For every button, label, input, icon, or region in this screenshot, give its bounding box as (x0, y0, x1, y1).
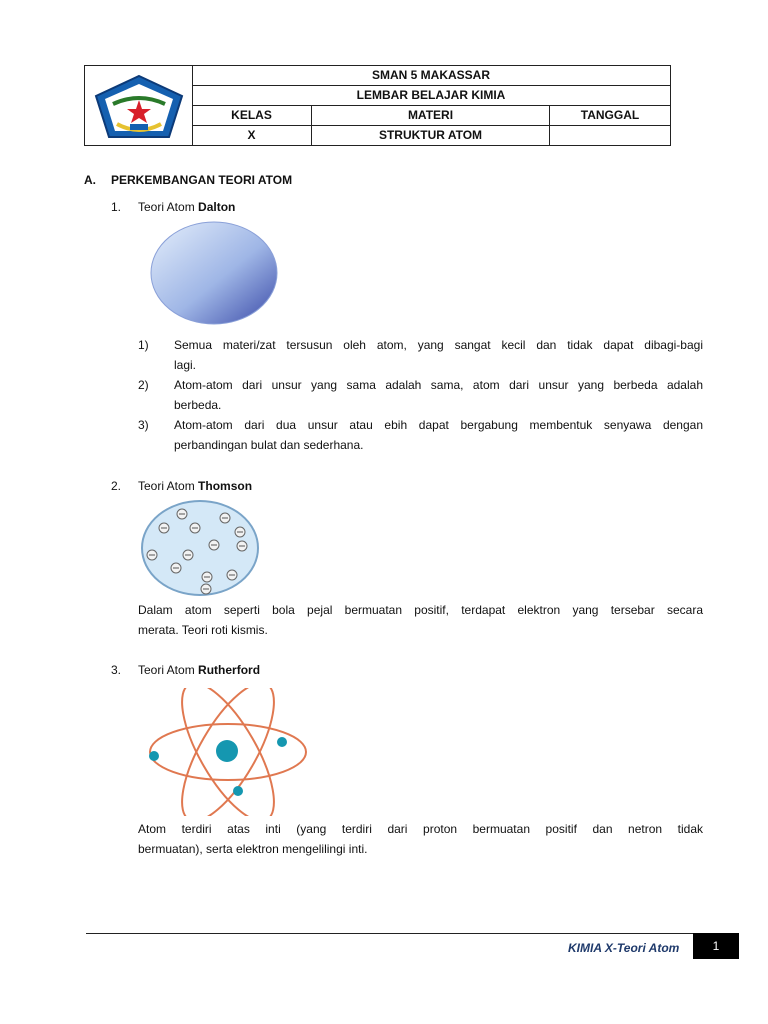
school-logo (93, 74, 185, 140)
dalton-name: Dalton (198, 200, 236, 214)
column-kelas: KELAS (192, 106, 312, 125)
thomson-prefix: Teori Atom (138, 479, 199, 493)
footer-label: KIMIA X-Teori Atom (568, 941, 680, 955)
section-title: PERKEMBANGAN TEORI ATOM (111, 173, 293, 187)
thomson-name: Thomson (198, 479, 253, 493)
dalton-point-3-line2: perbandingan bulat dan sederhana. (174, 438, 364, 452)
value-materi: STRUKTUR ATOM (312, 126, 550, 145)
logo-cell (85, 66, 193, 145)
section-letter: A. (84, 173, 96, 187)
dalton-number: 1. (111, 200, 122, 214)
rutherford-atom-illustration (144, 688, 314, 816)
header-table (84, 65, 671, 146)
dalton-point-1-line2: lagi. (174, 358, 197, 372)
dalton-point-2-line1: Atom-atom dari unsur yang sama adalah sama, atom dari unsur yang berbeda adalah (174, 378, 703, 392)
thomson-plum-pudding-illustration (140, 498, 262, 598)
dalton-point-2-line2: berbeda. (174, 398, 222, 412)
electron (233, 786, 243, 796)
thomson-description-line2: merata. Teori roti kismis. (138, 623, 268, 637)
footer-rule (86, 933, 693, 934)
header-row-columns (192, 106, 670, 126)
dalton-point-2-number: 2) (138, 378, 149, 392)
header-row-values (192, 126, 670, 145)
rutherford-heading (138, 663, 260, 677)
rutherford-prefix: Teori Atom (138, 663, 199, 677)
dalton-point-3-number: 3) (138, 418, 149, 432)
rutherford-description-line1: Atom terdiri atas inti (yang terdiri dari proton bermuatan positif dan netron tidak (138, 822, 703, 836)
thomson-heading (138, 479, 252, 493)
sheet-title: LEMBAR BELAJAR KIMIA (356, 88, 506, 102)
header-row-sheet (192, 86, 670, 106)
value-tanggal (550, 126, 670, 145)
rutherford-name: Rutherford (198, 663, 261, 677)
page-number: 1 (693, 933, 739, 959)
column-materi: MATERI (312, 106, 550, 125)
electron (277, 737, 287, 747)
header-row-school (192, 66, 670, 86)
rutherford-number: 3. (111, 663, 122, 677)
dalton-sphere-illustration (148, 220, 282, 330)
school-name: SMAN 5 MAKASSAR (371, 68, 490, 82)
column-tanggal: TANGGAL (580, 108, 640, 122)
thomson-description-line1: Dalam atom seperti bola pejal bermuatan positif, terdapat elektron yang tersebar secara (138, 603, 703, 617)
dalton-prefix: Teori Atom (138, 200, 199, 214)
dalton-point-3-line1: Atom-atom dari dua unsur atau ebih dapat bergabung membentuk senyawa dengan (174, 418, 703, 432)
rutherford-description-line2: bermuatan), serta elektron mengelilingi inti. (138, 842, 368, 856)
dalton-point-1-number: 1) (138, 338, 149, 352)
electron (149, 751, 159, 761)
dalton-heading (138, 200, 235, 214)
thomson-number: 2. (111, 479, 122, 493)
dalton-point-1-line1: Semua materi/zat tersusun oleh atom, yang sangat kecil dan tidak dapat dibagi-bagi (174, 338, 703, 352)
nucleus (216, 740, 238, 762)
value-kelas: X (192, 126, 312, 145)
